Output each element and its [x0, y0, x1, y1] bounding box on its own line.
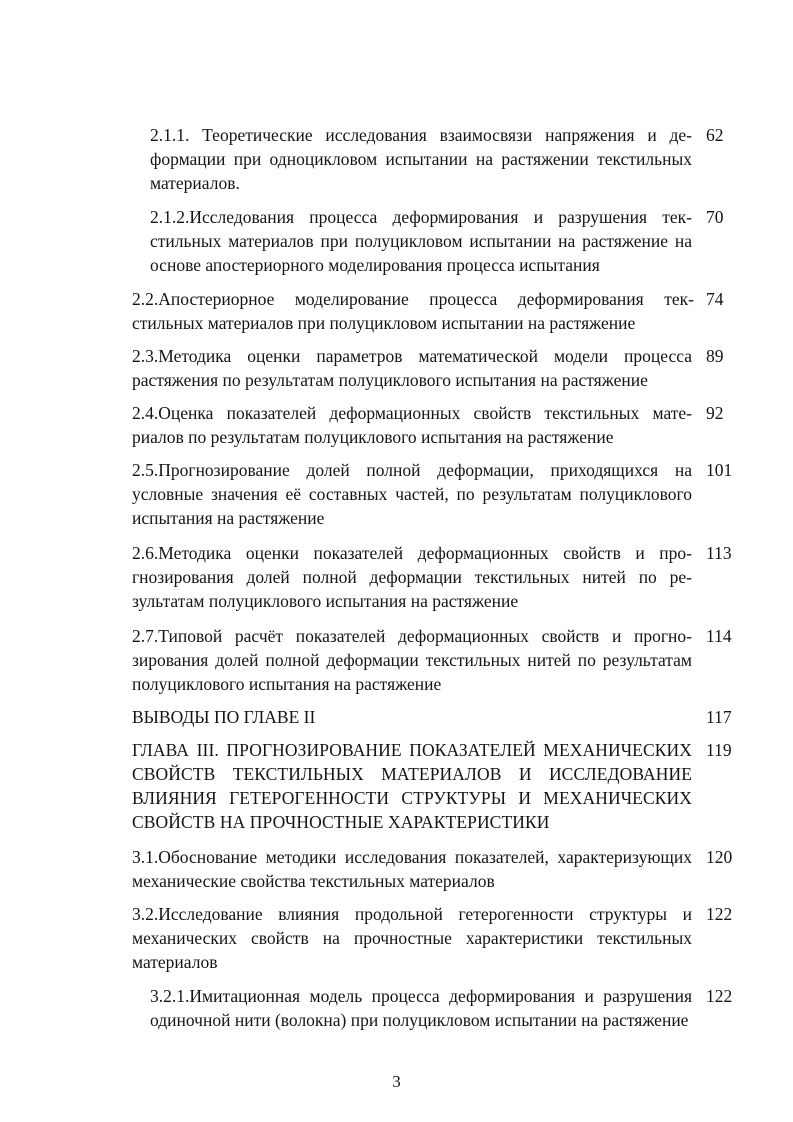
- toc-entry-title: 2.1.2.Исследования процесса деформирования и разрушения текстильных материалов при полуцикловом испытании на растяжение на основе апостериорного моделирования процесса испытания: [150, 207, 692, 275]
- toc-entry-title: 3.1.Обоснование методики исследования показателей, характеризующих механические свойства текстильных материалов: [132, 847, 692, 891]
- toc-entry-page: 74: [706, 289, 724, 309]
- toc-entry-page: 101: [706, 460, 733, 480]
- toc-entry-title: 3.2.Исследование влияния продольной гетерогенности структуры и механических свойств на прочностные характеристики текстильных материалов: [132, 904, 692, 972]
- toc-entry-page: 122: [706, 904, 733, 924]
- page-number: 3: [392, 1072, 401, 1091]
- toc-entry-title: 2.4.Оценка показателей деформационных свойств текстильных материалов по результатам полуциклового испытания на растяжение: [132, 403, 692, 447]
- toc-entry-page: 122: [706, 986, 733, 1006]
- toc-entry-page: 117: [706, 707, 732, 727]
- toc-entry-title: ВЫВОДЫ ПО ГЛАВЕ II: [132, 707, 316, 727]
- toc-entry-page: 120: [706, 847, 733, 867]
- toc-entry-page: 119: [706, 740, 732, 760]
- toc-entry-title: 2.2.Апостериорное моделирование процесса деформирования текстильных материалов при полуцикловом испытании на растяжение: [132, 289, 694, 333]
- toc-entry-title: 2.5.Прогнозирование долей полной деформации, приходящихся на условные значения её составных частей, по результатам полуциклового испытания на растяжение: [132, 460, 692, 528]
- toc-entry-title: 2.1.1. Теоретические исследования взаимосвязи напряжения и деформации при одноцикловом испытании на растяжении текстильных материалов.: [150, 125, 692, 193]
- toc-entry-page: 113: [706, 543, 732, 563]
- toc-entry-title: 2.3.Методика оценки параметров математической модели процесса растяжения по результатам полуциклового испытания на растяжение: [132, 346, 692, 390]
- toc-entry-page: 114: [706, 626, 732, 646]
- toc-entry-title: 2.7.Типовой расчёт показателей деформационных свойств и прогнозирования долей полной деформации текстильных нитей по результатам полуциклового испытания на растяжение: [132, 626, 692, 694]
- toc-entry-title: 2.6.Методика оценки показателей деформационных свойств и прогнозирования долей полной деформации текстильных нитей по результатам полуциклового испытания на растяжение: [132, 543, 692, 611]
- toc-entry-title: 3.2.1.Имитационная модель процесса деформирования и разрушения одиночной нити (волокна) при полуцикловом испытании на растяжение: [150, 986, 692, 1030]
- toc-entry-page: 70: [706, 207, 724, 227]
- toc-entry-page: 62: [706, 125, 724, 145]
- toc-entry-title: ГЛАВА III. ПРОГНОЗИРОВАНИЕ ПОКАЗАТЕЛЕЙ МЕХАНИЧЕСКИХ СВОЙСТВ ТЕКСТИЛЬНЫХ МАТЕРИАЛОВ И ИССЛЕДОВАНИЕ ВЛИЯНИЯ ГЕТЕРОГЕННОСТИ СТРУКТУРЫ И МЕХАНИЧЕСКИХ СВОЙСТВ НА ПРОЧНОСТНЫЕ ХАРАКТЕРИСТИКИ: [132, 740, 692, 832]
- toc-entry-page: 92: [706, 403, 724, 423]
- toc-entry-page: 89: [706, 346, 724, 366]
